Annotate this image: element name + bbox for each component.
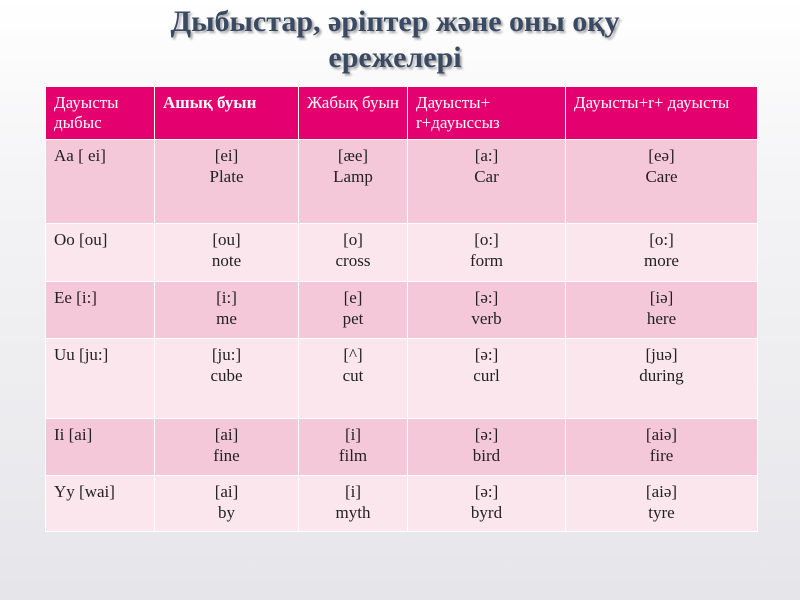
header-vowel-r-vowel: Дауысты+r+ дауысты bbox=[566, 87, 758, 140]
table-cell: [o:] more bbox=[566, 224, 758, 282]
table-row bbox=[46, 476, 758, 532]
table-cell: [aiə] tyre bbox=[566, 476, 758, 532]
header-vowel-sound: Дауысты дыбыс bbox=[46, 87, 155, 140]
header-closed-syllable: Жабық буын bbox=[299, 87, 408, 140]
table-row bbox=[46, 338, 758, 418]
table-cell: [i] film bbox=[299, 418, 408, 476]
table-cell: [o:] form bbox=[408, 224, 566, 282]
table-cell: [ai] by bbox=[155, 476, 299, 532]
table-row bbox=[46, 418, 758, 476]
vowel-cell: Uu [ju:] bbox=[46, 338, 155, 418]
vowel-cell: Aa [ ei] bbox=[46, 140, 155, 224]
vowel-cell: Ee [i:] bbox=[46, 281, 155, 338]
table-cell: [i] myth bbox=[299, 476, 408, 532]
table-cell: [iə] here bbox=[566, 281, 758, 338]
table-cell: [eə] Care bbox=[566, 140, 758, 224]
title-line-2: ережелері bbox=[328, 41, 462, 74]
table-row bbox=[46, 224, 758, 282]
header-vowel-r-consonant: Дауысты+ r+дауыссыз bbox=[408, 87, 566, 140]
table-cell: [o] cross bbox=[299, 224, 408, 282]
header-open-syllable: Ашық буын bbox=[155, 87, 299, 140]
table-cell: [^] cut bbox=[299, 338, 408, 418]
table-cell: [ə:] curl bbox=[408, 338, 566, 418]
table-cell: [juə] during bbox=[566, 338, 758, 418]
table-cell: [ei] Plate bbox=[155, 140, 299, 224]
table-cell: [ə:] verb bbox=[408, 281, 566, 338]
table-cell: [ju:] cube bbox=[155, 338, 299, 418]
title-line-1: Дыбыстар, әріптер және оны оқу bbox=[170, 5, 620, 38]
table-cell: [ou] note bbox=[155, 224, 299, 282]
table-header-row bbox=[46, 87, 758, 140]
phonetics-table bbox=[45, 86, 758, 532]
table-cell: [i:] me bbox=[155, 281, 299, 338]
table-cell: [ə:] bird bbox=[408, 418, 566, 476]
table-cell: [ai] fine bbox=[155, 418, 299, 476]
table-row bbox=[46, 140, 758, 224]
table-cell: [aiə] fire bbox=[566, 418, 758, 476]
vowel-cell: Ii [ai] bbox=[46, 418, 155, 476]
vowel-cell: Yy [wai] bbox=[46, 476, 155, 532]
page-title bbox=[0, 4, 790, 76]
table-cell: [ə:] byrd bbox=[408, 476, 566, 532]
table-cell: [æe] Lamp bbox=[299, 140, 408, 224]
table-cell: [e] pet bbox=[299, 281, 408, 338]
table-row bbox=[46, 281, 758, 338]
vowel-cell: Oo [ou] bbox=[46, 224, 155, 282]
table-cell: [a:] Car bbox=[408, 140, 566, 224]
